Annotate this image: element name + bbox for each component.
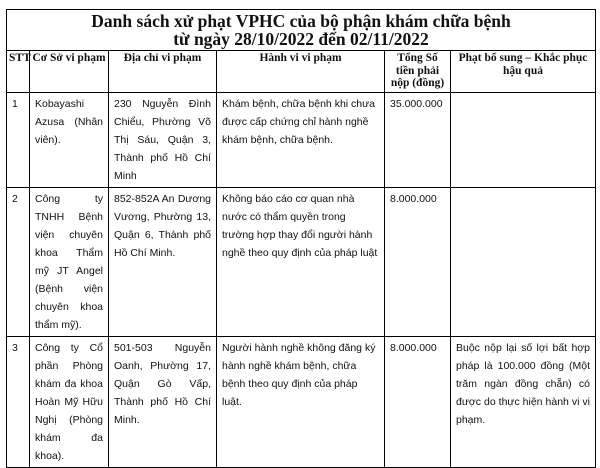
row-facility: Công ty Cổ phần Phòng khám đa khoa Hoàn Mỹ Hữu Nghị (Phòng khám đa khoa). (30, 336, 109, 467)
row-address: 501-503 Nguyễn Oanh, Phường 17, Quận Gò Vấp, Thành phố Hồ Chí Minh. (109, 336, 217, 467)
header-row (7, 51, 596, 93)
row-facility: Kobayashi Azusa (Nhân viên). (30, 92, 109, 187)
row-additional (451, 187, 596, 336)
title-line-2: từ ngày 28/10/2022 đến 02/11/2022 (173, 29, 429, 49)
row-additional: Buộc nộp lại số lợi bất hợp pháp là 100.000 đồng (Một trăm ngàn đồng chẵn) có được do thực hiện hành vi vi phạm. (451, 336, 596, 467)
header-stt: STT (7, 51, 30, 93)
table-row (7, 92, 596, 187)
document-title (7, 10, 596, 51)
header-violation: Hành vi vi phạm (217, 51, 385, 93)
header-additional: Phạt bổ sung – Khắc phục hậu quả (451, 51, 596, 93)
header-address: Địa chỉ vi phạm (109, 51, 217, 93)
row-violation: Không báo cáo cơ quan nhà nước có thẩm quyền trong trường hợp thay đổi người hành nghề theo quy định của pháp luật (217, 187, 385, 336)
row-violation: Khám bệnh, chữa bệnh khi chưa được cấp chứng chỉ hành nghề khám bệnh, chữa bệnh. (217, 92, 385, 187)
header-facility: Cơ Sở vi phạm (30, 51, 109, 93)
row-stt: 1 (7, 92, 30, 187)
table-row (7, 336, 596, 467)
row-facility: Công ty TNHH Bệnh viện chuyên khoa Thẩm mỹ JT Angel (Bệnh viện chuyên khoa thẩm mỹ). (30, 187, 109, 336)
row-address: 230 Nguyễn Đình Chiểu, Phường Võ Thị Sáu, Quận 3, Thành phố Hồ Chí Minh (109, 92, 217, 187)
title-line-1: Danh sách xử phạt VPHC của bộ phận khám chữa bệnh (91, 11, 511, 31)
row-amount: 8.000.000 (385, 336, 451, 467)
row-stt: 3 (7, 336, 30, 467)
row-stt: 2 (7, 187, 30, 336)
header-amount: Tổng Số tiền phải nộp (đồng) (385, 51, 451, 93)
row-address: 852-852A An Dương Vương, Phường 13, Quận 6, Thành phố Hồ Chí Minh. (109, 187, 217, 336)
row-amount: 35.000.000 (385, 92, 451, 187)
penalty-table (6, 9, 596, 468)
row-additional (451, 92, 596, 187)
table-row (7, 187, 596, 336)
row-violation: Người hành nghề không đăng ký hành nghề khám bệnh, chữa bệnh theo quy định của pháp luật. (217, 336, 385, 467)
row-amount: 8.000.000 (385, 187, 451, 336)
title-row (7, 10, 596, 51)
